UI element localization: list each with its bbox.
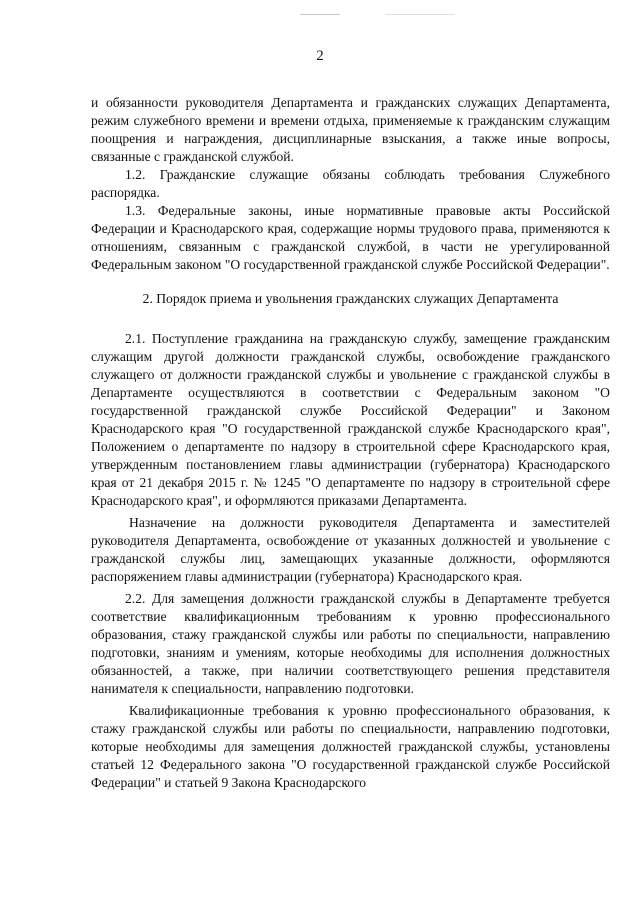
scan-artifact: [300, 14, 340, 15]
scan-artifact: [385, 14, 455, 15]
paragraph-2-1-appointment: Назначение на должности руководителя Департамента и заместителей руководителя Департамента, освобождение от указанных должностей и увольнение с гражданской службы лиц, замещающих указанные должности, оформляются распоряжением главы администрации (губернатора) Краснодарского края.: [91, 515, 610, 584]
paragraph-2-1: 2.1. Поступление гражданина на гражданскую службу, замещение гражданским служащим другой должности гражданской службы, освобождение гражданского служащего от должности гражданской службы и увольнение с гражданской службы в Департаменте осуществляются в соответствии с Федеральным законом "О государственной гражданской службе Российской Федерации" и Законом Краснодарского края "О государственной гражданской службе Краснодарского края", Положением о департаменте по надзору в строительной сфере Краснодарского края, утвержденным постановлением главы администрации (губернатора) Краснодарского края от 21 декабря 2015 г. № 1245 "О департаменте по надзору в строительной сфере Краснодарского края", и оформляются приказами Департамента.: [91, 331, 610, 508]
paragraph-2-2: 2.2. Для замещения должности гражданской службы в Департаменте требуется соответствие квалификационным требованиям к уровню профессионального образования, стажу гражданской службы или работы по специальности, направлению подготовки, знаниям и умениям, которые необходимы для исполнения должностных обязанностей, а также, при наличии соответствующего решения представителя нанимателя к специальности, направлению подготовки.: [91, 591, 610, 696]
paragraph-1-3: 1.3. Федеральные законы, иные нормативные правовые акты Российской Федерации и Краснодарского края, содержащие нормы трудового права, применяются к отношениям, связанным с гражданской службой, в части не урегулированной Федеральным законом "О государственной гражданской службе Российской Федерации".: [91, 203, 610, 272]
paragraph-continuation: и обязанности руководителя Департамента и гражданских служащих Департамента, режим служебного времени и времени отдыха, применяемые к гражданским служащим поощрения и награждения, дисциплинарные взыскания, а также иные вопросы, связанные с гражданской службой.: [91, 95, 610, 164]
section-heading: 2. Порядок приема и увольнения гражданских служащих Департамента: [142, 291, 559, 306]
document-body: [91, 94, 610, 792]
paragraph-1-2: 1.2. Гражданские служащие обязаны соблюдать требования Служебного распорядка.: [91, 167, 610, 200]
page-number: 2: [316, 48, 324, 64]
paragraph-2-2-requirements: Квалификационные требования к уровню профессионального образования, к стажу гражданской службы или работы по специальности, направлению подготовки, которые необходимы для замещения должностей гражданской службы, установлены статьей 12 Федерального закона "О государственной гражданской службе Российской Федерации" и статьей 9 Закона Краснодарского: [91, 703, 610, 790]
